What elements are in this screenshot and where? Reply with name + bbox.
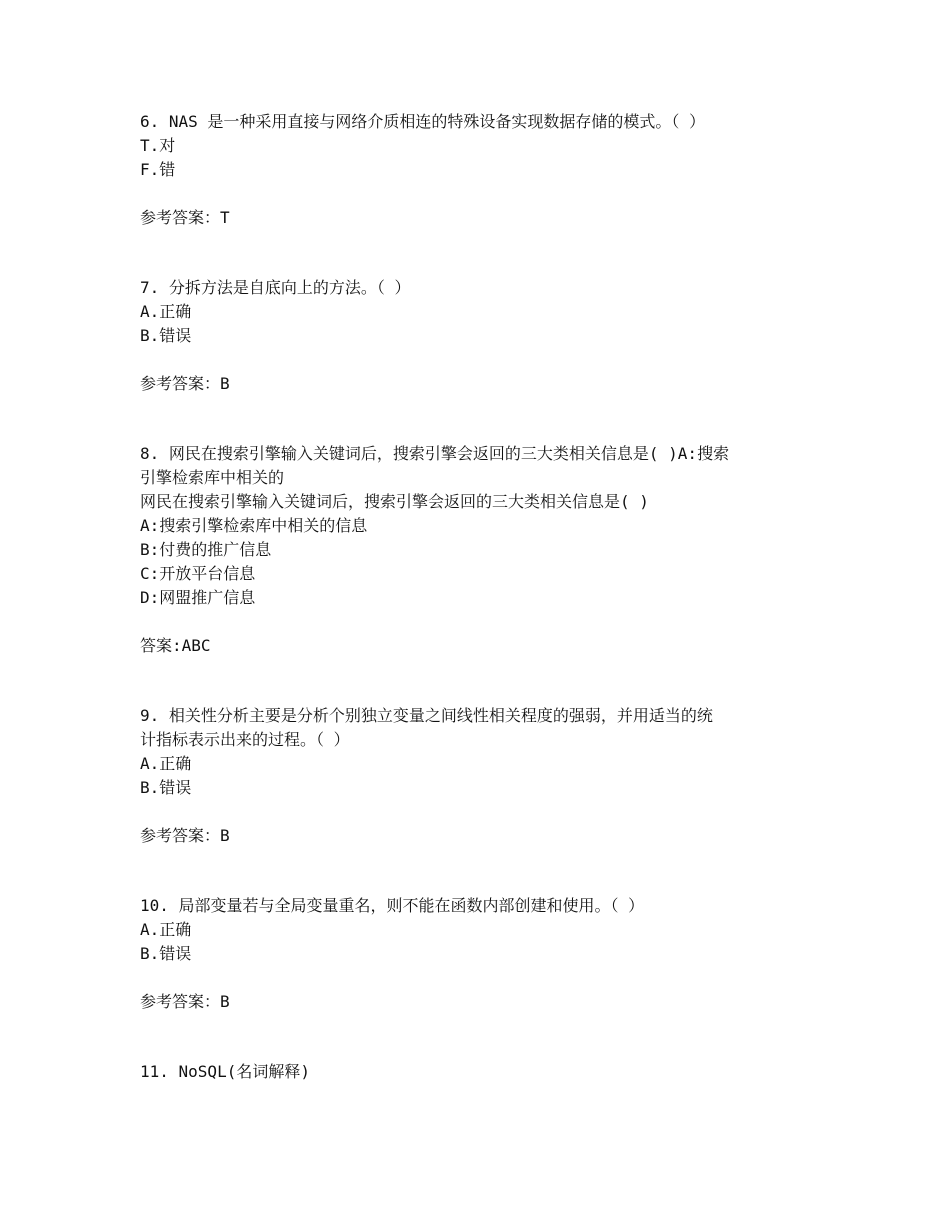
question-8 — [140, 442, 820, 658]
question-text: 7. 分拆方法是自底向上的方法。（ ） — [140, 278, 411, 297]
option-a: A.正确 — [140, 302, 192, 321]
question-text-continued: 引擎检索库中相关的 — [140, 468, 285, 487]
document-page — [140, 110, 820, 1084]
question-text: 6. NAS 是一种采用直接与网络介质相连的特殊设备实现数据存储的模式。（ ） — [140, 112, 706, 131]
reference-answer: 参考答案：B — [140, 374, 230, 393]
option-f: F.错 — [140, 160, 176, 179]
question-10 — [140, 894, 820, 1014]
option-b: B.错误 — [140, 326, 192, 345]
option-a: A:搜索引擎检索库中相关的信息 — [140, 516, 368, 535]
option-b: B:付费的推广信息 — [140, 540, 272, 559]
option-c: C:开放平台信息 — [140, 564, 256, 583]
reference-answer: 参考答案：B — [140, 992, 230, 1011]
option-d: D:网盟推广信息 — [140, 588, 256, 607]
question-text: 11. NoSQL(名词解释) — [140, 1062, 310, 1081]
question-9 — [140, 704, 820, 848]
question-6 — [140, 110, 820, 230]
question-text-repeat: 网民在搜索引擎输入关键词后，搜索引擎会返回的三大类相关信息是( ) — [140, 492, 649, 511]
reference-answer: 参考答案：B — [140, 826, 230, 845]
question-text: 9. 相关性分析主要是分析个别独立变量之间线性相关程度的强弱，并用适当的统 — [140, 706, 713, 725]
question-text: 8. 网民在搜索引擎输入关键词后，搜索引擎会返回的三大类相关信息是( )A:搜索 — [140, 444, 730, 463]
option-t: T.对 — [140, 136, 176, 155]
option-b: B.错误 — [140, 778, 192, 797]
reference-answer: 答案:ABC — [140, 636, 211, 655]
question-text: 10. 局部变量若与全局变量重名，则不能在函数内部创建和使用。（ ） — [140, 896, 645, 915]
question-11 — [140, 1060, 820, 1084]
option-a: A.正确 — [140, 920, 192, 939]
option-a: A.正确 — [140, 754, 192, 773]
option-b: B.错误 — [140, 944, 192, 963]
reference-answer: 参考答案：T — [140, 208, 230, 227]
question-text-continued: 计指标表示出来的过程。（ ） — [140, 730, 350, 749]
question-7 — [140, 276, 820, 396]
